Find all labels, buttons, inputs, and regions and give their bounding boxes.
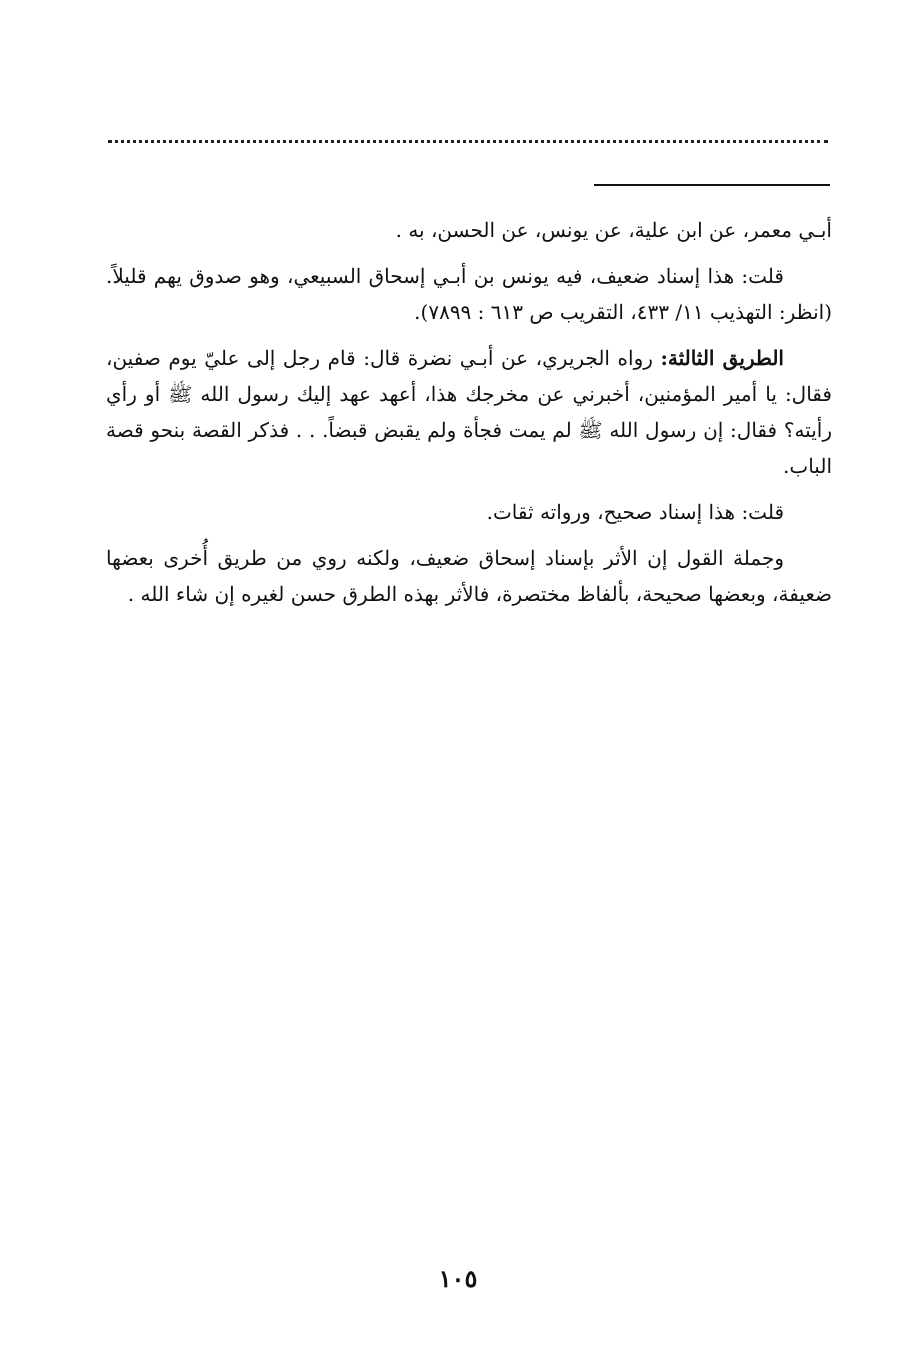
footnote-rule [594, 184, 830, 186]
page-body [106, 212, 832, 622]
paragraph-conclusion: وجملة القول إن الأثر بإسناد إسحاق ضعيف، ولكنه روي من طريق أُخرى بعضها ضعيفة، وبعضها صحيحة، بألفاظ مختصرة، فالأثر بهذه الطرق حسن لغيره إن شاء الله . [106, 546, 832, 606]
third-route-text: رواه الجريري، عن أبـي نضرة قال: قام رجل إلى عليّ يوم صفين، فقال: يا أمير المؤمنين، أخبرني عن مخرجك هذا، أعهد عهد إليك رسول الله ﷺ أو رأي رأيته؟ فقال: إن رسول الله ﷺ لم يمت فجأة ولم يقبض قبضاً. . . فذكر القصة بنحو قصة الباب. [106, 346, 832, 478]
dotted-separator [108, 140, 828, 143]
paragraph-isnad-sahih: قلت: هذا إسناد صحيح، ورواته ثقات. [486, 500, 784, 524]
paragraph-isnad-weak: قلت: هذا إسناد ضعيف، فيه يونس بن أبـي إسحاق السبيعي، وهو صدوق يهم قليلاً. (انظر: التهذيب ١١/ ٤٣٣، التقريب ص ٦١٣ : ٧٨٩٩). [106, 264, 832, 324]
footnote-continuation: أبـي معمر، عن ابن علية، عن يونس، عن الحسن، به . [395, 218, 832, 242]
paragraph-third-route [106, 340, 832, 484]
third-route-heading: الطريق الثالثة: [660, 346, 784, 370]
page-number: ١٠٥ [438, 1264, 478, 1293]
